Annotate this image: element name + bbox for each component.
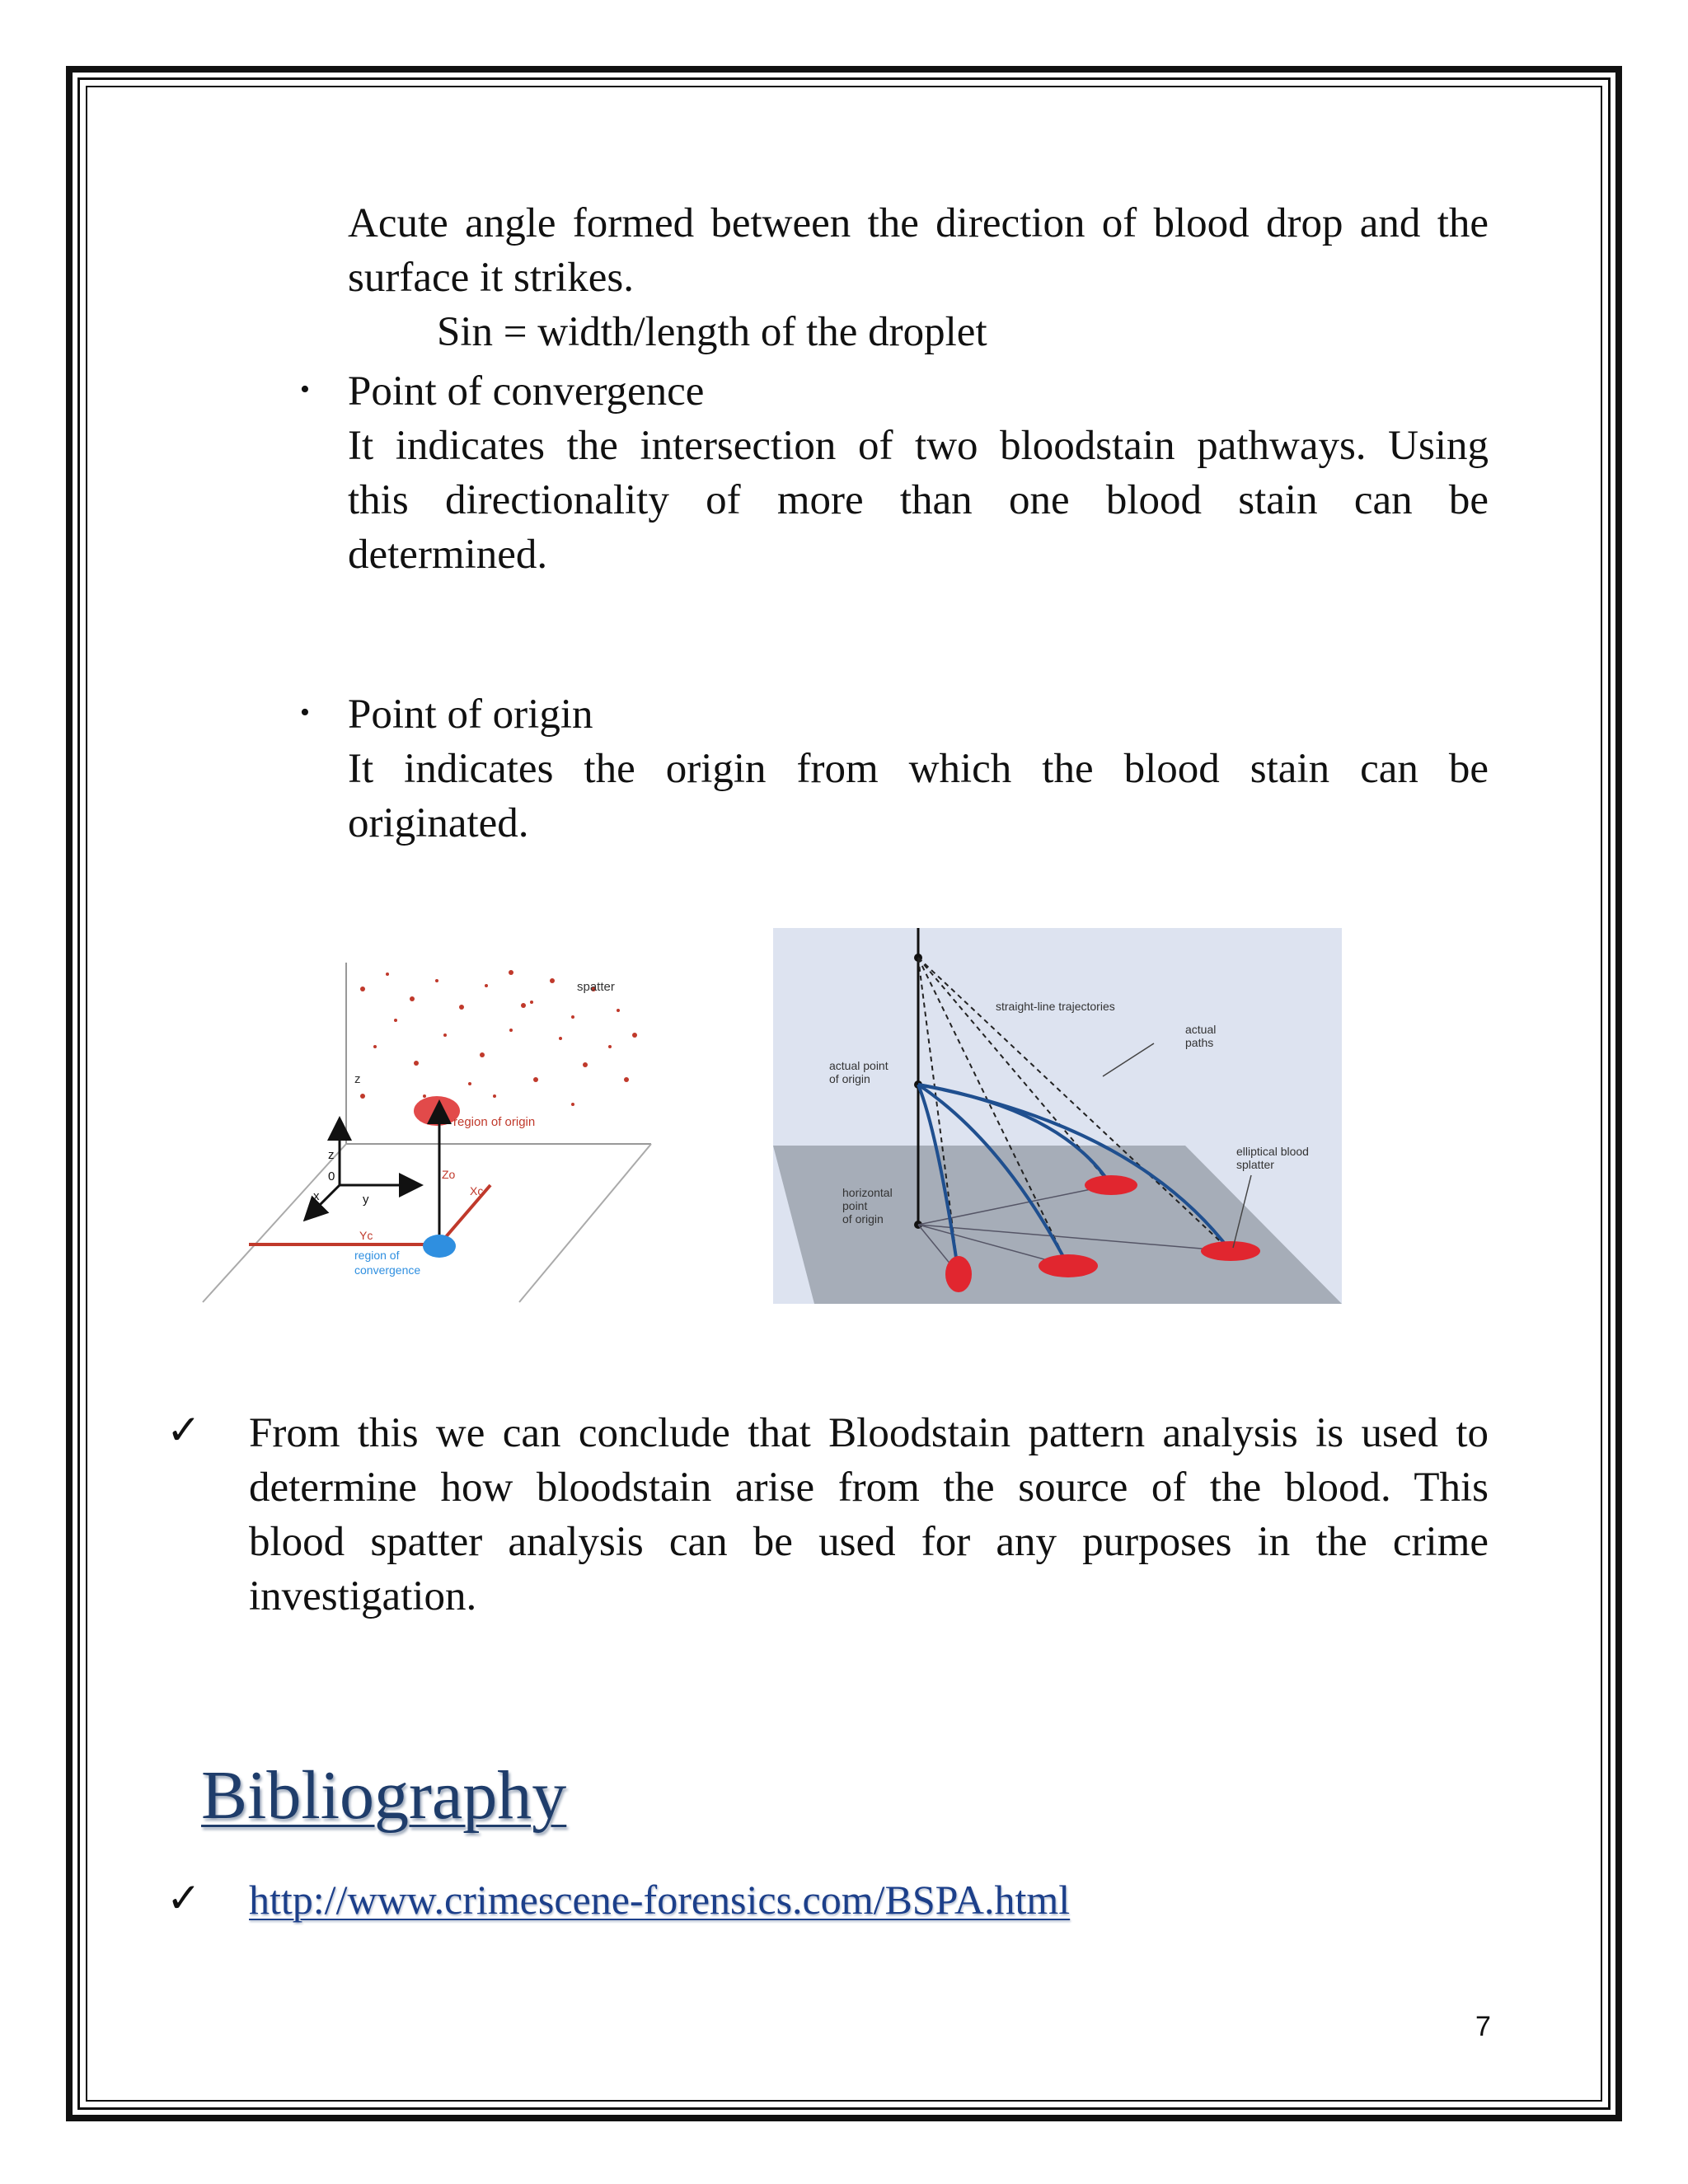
actual-point-label-1: actual point xyxy=(829,1059,889,1072)
intro-line-2: surface it strikes. xyxy=(348,255,634,301)
region-of-convergence-blob xyxy=(423,1235,456,1258)
actual-point-label-2: of origin xyxy=(829,1072,870,1085)
bullet-icon: • xyxy=(300,697,310,728)
convergence-section xyxy=(348,364,1489,582)
origin-section xyxy=(348,687,1489,851)
conclusion-line-4: investigation. xyxy=(249,1573,477,1619)
region-of-convergence-label-1: region of xyxy=(354,1249,400,1262)
yc-label: Yc xyxy=(359,1229,373,1242)
origin-line-1: It indicates the origin from which the blood stain can be xyxy=(348,746,1489,792)
axis-0-label: 0 xyxy=(328,1169,335,1183)
horizontal-label-1: horizontal xyxy=(842,1186,893,1199)
bibliography-heading: Bibliography xyxy=(201,1757,567,1834)
checkmark-icon: ✓ xyxy=(166,1874,201,1922)
bullet-icon: • xyxy=(300,374,310,405)
region-of-convergence-label-2: convergence xyxy=(354,1263,421,1277)
convergence-line-2: this directionality of more than one blood stain can be xyxy=(348,477,1489,523)
conclusion-line-3: blood spatter analysis can be used for any purposes in the crime xyxy=(249,1519,1489,1565)
axis-y-label: y xyxy=(363,1193,369,1207)
region-of-origin-label: region of origin xyxy=(453,1115,536,1129)
elliptical-label-2: splatter xyxy=(1236,1158,1274,1171)
z-small-label: z xyxy=(354,1072,361,1086)
elliptical-label-1: elliptical blood xyxy=(1236,1145,1309,1158)
xc-label: Xc xyxy=(470,1184,484,1197)
intro-paragraph xyxy=(348,196,1489,305)
horizontal-label-2: point xyxy=(842,1199,868,1212)
conclusion-line-1: From this we can conclude that Bloodstain pattern analysis is used to xyxy=(249,1410,1489,1456)
zo-label: Zo xyxy=(442,1168,456,1181)
horizontal-label-3: of origin xyxy=(842,1212,884,1226)
origin-heading: Point of origin xyxy=(348,691,593,738)
region-of-origin-figure xyxy=(198,956,659,1305)
formula: Sin = width/length of the droplet xyxy=(437,309,987,355)
trajectory-figure xyxy=(773,928,1342,1304)
intro-line-1: Acute angle formed between the direction of blood drop and the xyxy=(348,200,1489,246)
convergence-line-3: determined. xyxy=(348,532,548,578)
axis-z-label: z xyxy=(328,1148,335,1162)
convergence-heading: Point of convergence xyxy=(348,368,705,415)
convergence-line-1: It indicates the intersection of two bloodstain pathways. Using xyxy=(348,423,1489,469)
actual-paths-label-1: actual xyxy=(1185,1023,1217,1036)
checkmark-icon: ✓ xyxy=(166,1406,201,1454)
axis-x-label: x xyxy=(313,1189,320,1203)
spatter-label: spatter xyxy=(577,980,615,994)
page-number: 7 xyxy=(1475,2011,1491,2042)
origin-line-2: originated. xyxy=(348,800,529,846)
straight-line-label: straight-line trajectories xyxy=(996,1000,1115,1013)
bibliography-link[interactable]: http://www.crimescene-forensics.com/BSPA.html xyxy=(249,1877,1071,1923)
conclusion-line-2: determine how bloodstain arise from the source of the blood. This xyxy=(249,1465,1489,1511)
conclusion-paragraph xyxy=(249,1406,1489,1624)
actual-paths-label-2: paths xyxy=(1185,1036,1214,1049)
